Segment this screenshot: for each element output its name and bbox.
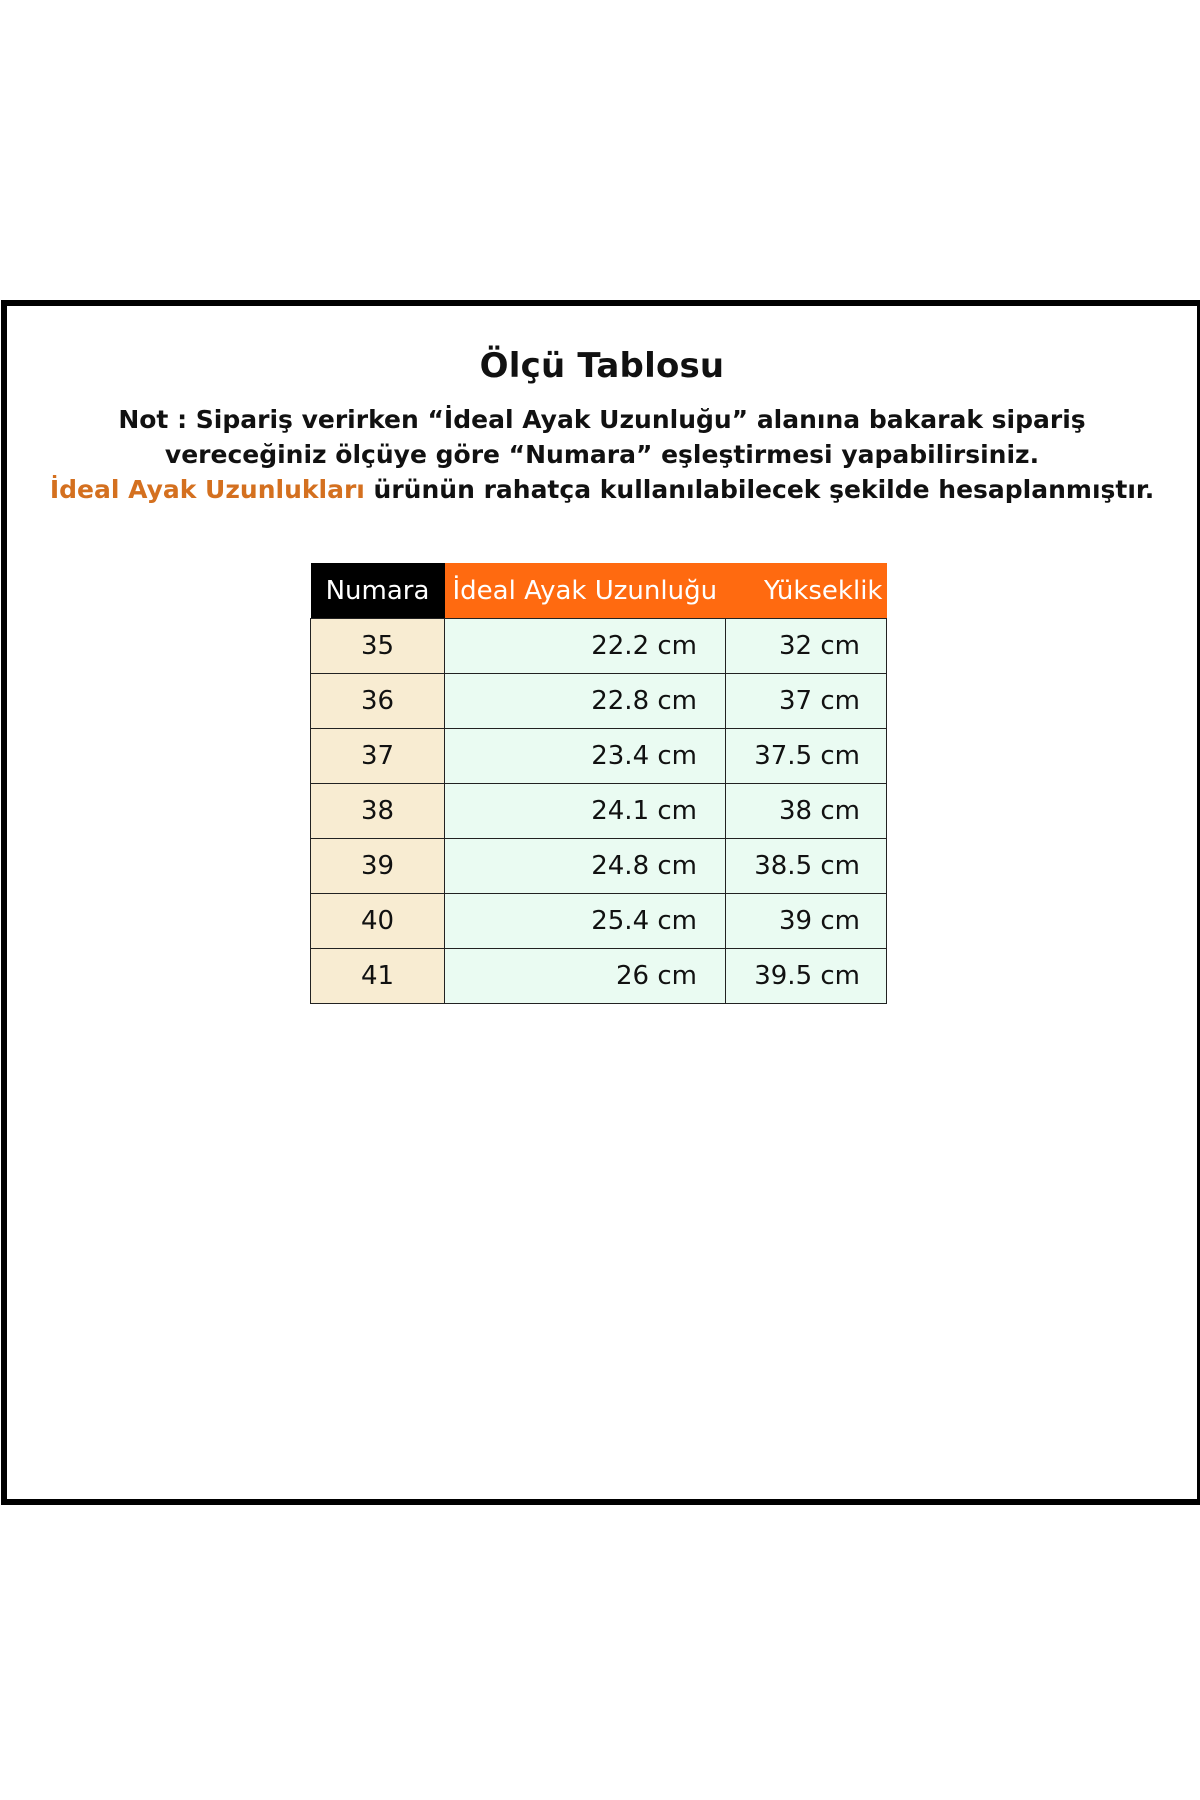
order-note (27, 402, 1177, 507)
foot-length-cell: 25.4 cm (445, 894, 726, 949)
note-line-3 (27, 472, 1177, 507)
foot-length-cell: 24.8 cm (445, 839, 726, 894)
note-line-3-rest: ürünün rahatça kullanılabilecek şekilde hesaplanmıştır. (364, 475, 1155, 504)
table-row (311, 729, 887, 784)
size-chart-frame (1, 300, 1200, 1505)
size-number-cell: 38 (311, 784, 445, 839)
height-cell: 37.5 cm (726, 729, 887, 784)
foot-length-cell: 23.4 cm (445, 729, 726, 784)
height-cell: 39.5 cm (726, 949, 887, 1004)
header-height: Yükseklik (726, 563, 887, 619)
note-line-2: vereceğiniz ölçüye göre “Numara” eşleştirmesi yapabilirsiniz. (164, 440, 1040, 469)
table-row (311, 619, 887, 674)
foot-length-cell: 22.2 cm (445, 619, 726, 674)
foot-length-cell: 26 cm (445, 949, 726, 1004)
size-number-cell: 36 (311, 674, 445, 729)
height-cell: 38 cm (726, 784, 887, 839)
header-ideal-foot-length: İdeal Ayak Uzunluğu (445, 563, 726, 619)
size-number-cell: 35 (311, 619, 445, 674)
header-numara: Numara (311, 563, 445, 619)
height-cell: 37 cm (726, 674, 887, 729)
size-number-cell: 40 (311, 894, 445, 949)
height-cell: 39 cm (726, 894, 887, 949)
table-row (311, 949, 887, 1004)
note-highlight: İdeal Ayak Uzunlukları (49, 475, 365, 504)
table-header-row (311, 563, 887, 619)
height-cell: 32 cm (726, 619, 887, 674)
size-number-cell: 37 (311, 729, 445, 784)
table-row (311, 839, 887, 894)
table-row (311, 674, 887, 729)
note-line-1: Not : Sipariş verirken “İdeal Ayak Uzunluğu” alanına bakarak sipariş (118, 405, 1086, 434)
table-row (311, 784, 887, 839)
foot-length-cell: 22.8 cm (445, 674, 726, 729)
table-row (311, 894, 887, 949)
foot-length-cell: 24.1 cm (445, 784, 726, 839)
size-number-cell: 41 (311, 949, 445, 1004)
size-table (310, 563, 887, 1004)
size-number-cell: 39 (311, 839, 445, 894)
page-title: Ölçü Tablosu (479, 346, 725, 386)
height-cell: 38.5 cm (726, 839, 887, 894)
